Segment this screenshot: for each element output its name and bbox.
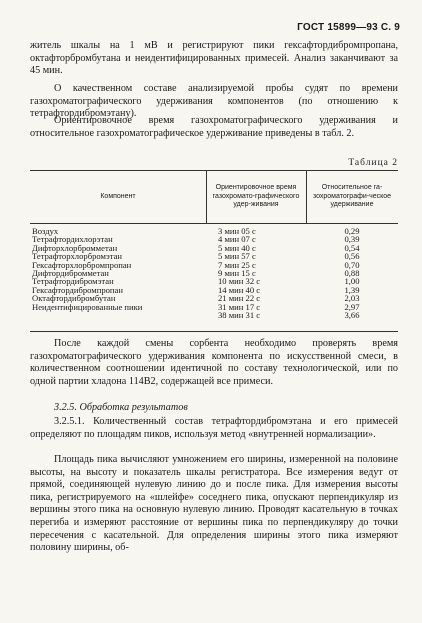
cell-name: Октафтордибромбутан (32, 293, 116, 304)
page-header: ГОСТ 15899—93 С. 9 (297, 22, 400, 33)
table-row (30, 303, 398, 311)
cell-rel: 0,70 (344, 259, 360, 270)
paragraph-1: житель шкалы на 1 мВ и регистрируют пики гексафтордибромпропана, октафторбромбутана и неидентифицированных примесей. Анализ заканчивают за 45 мин. (30, 40, 398, 77)
cell-time: 5 мин 40 с (218, 242, 256, 253)
cell-time: 5 мин 57 с (218, 251, 256, 262)
cell-time: 4 мин 07 с (218, 234, 256, 245)
table-body (30, 227, 398, 319)
cell-name: Воздух (32, 226, 59, 236)
cell-rel: 3,66 (344, 309, 360, 320)
cell-rel: 0,29 (344, 226, 360, 236)
cell-time: 10 мин 32 с (218, 276, 261, 287)
cell-name: Дифторхлорбромметан (32, 242, 118, 253)
cell-name: Дифтордибромметан (32, 267, 109, 278)
paragraph-2: О качественном составе анализируемой пробы судят по времени газохроматографического удерживания компонентов (по отношению к тетрафтордибромэтану). (30, 83, 398, 120)
paragraph-3-2-5-1: 3.2.5.1. Количественный состав тетрафтордибромэтана и его примесей определяют по площадям пиков, используя метод «внутренней нормализации». (30, 416, 398, 440)
cell-time: 3 мин 05 с (218, 226, 256, 236)
cell-time: 14 мин 40 с (218, 284, 261, 295)
table-2 (30, 170, 398, 332)
cell-rel: 0,88 (344, 267, 360, 278)
paragraph-peak-area: Площадь пика вычисляют умножением его ширины, измеренной на половине высоты, на высоту и показатель шкалы регистратора. Все измерения ведут от прямой, соединяющей нулевую линию до и после пика. Для измерения высоты пика, регистрируемого на «шлейфе» соседнего пика, опускают перпендикуляр из вершины этого пика на основную нулевую линию. Проводят касательную в точках перегиба и измеряют расстояние от вершины пика по перпендикуляру до точки пересечения с касательной. Для определения ширины этого пика измеряют половину ширины, об- (30, 454, 398, 554)
cell-name: Тетрафтордибромэтан (32, 276, 114, 287)
cell-name: Тетрафторхлорбромэтан (32, 251, 122, 262)
cell-rel: 0,56 (344, 251, 360, 262)
cell-time: 9 мин 15 с (218, 267, 256, 278)
cell-name: Гексафторхлорбромпропан (32, 259, 132, 270)
cell-rel: 2,03 (344, 293, 360, 304)
cell-rel: 1,39 (344, 284, 360, 295)
paragraph-3: Ориентировочное время газохроматографического удерживания и относительное газохроматографическое удерживание приведены в табл. 2. (30, 115, 398, 139)
paragraph-4: После каждой смены сорбента необходимо проверять время газохроматографического удерживания компонента по искусственной смеси, в количественном соотношении идентичной по составу технологической, или по одной партии хладона 114В2, содержащей все примеси. (30, 338, 398, 387)
cell-time: 31 мин 17 с (218, 301, 261, 312)
cell-name: Гексафтордибромпропан (32, 284, 123, 295)
cell-time: 38 мин 31 с (218, 309, 261, 320)
cell-rel: 2,97 (344, 301, 360, 312)
cell-name: Неидентифицированные пики (32, 301, 143, 312)
cell-rel: 1,00 (344, 276, 360, 287)
cell-name: Тетрафтордихлорэтан (32, 234, 113, 245)
section-heading-3-2-5: 3.2.5. Обработка результатов (54, 402, 188, 413)
header-component: Компонент (30, 171, 207, 223)
header-retention-time: Ориентировочное время газохромато-графического удер-живания (206, 171, 307, 223)
table-caption: Таблица 2 (348, 158, 398, 168)
cell-time: 21 мин 22 с (218, 293, 261, 304)
table-row (30, 311, 398, 319)
cell-time: 7 мин 25 с (218, 259, 256, 270)
header-relative-retention: Относительное га-зохроматографи-ческое удерживание (312, 184, 392, 209)
table-header (30, 171, 398, 224)
cell-rel: 0,54 (344, 242, 360, 253)
cell-rel: 0,39 (344, 234, 360, 245)
